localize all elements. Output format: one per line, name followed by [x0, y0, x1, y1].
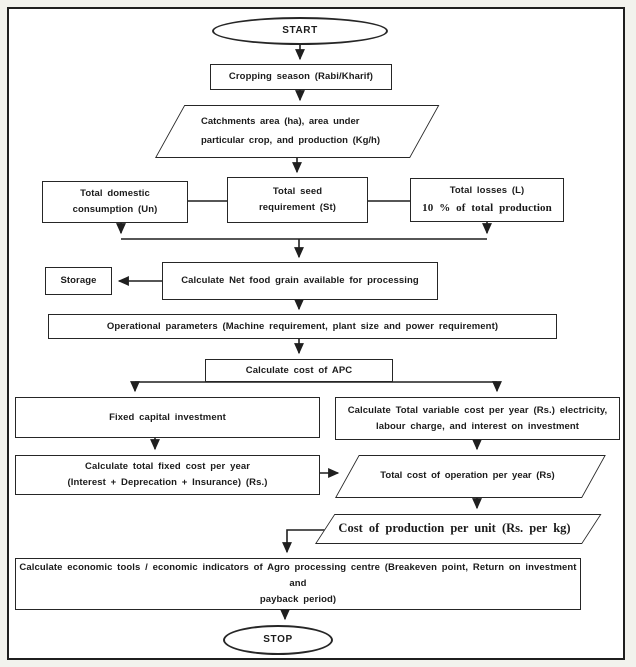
- fixed-cost-line2: (Interest + Deprecation + Insurance) (Rs.): [67, 477, 268, 488]
- start-terminator: [212, 17, 388, 45]
- variable-cost-line2: labour charge, and interest on investment: [375, 420, 580, 432]
- fixed-cost-line1: Calculate total fixed cost per year: [84, 461, 251, 473]
- domestic-line1: Total domestic: [80, 188, 150, 200]
- fixed-capital-box: [15, 397, 320, 438]
- domestic-consumption-box: [42, 181, 188, 223]
- economic-line1: Calculate economic tools / economic indicators of Agro processing centre (Breakeven point, Return on investment and: [19, 562, 577, 590]
- catchments-line1: Catchments area (ha), area under: [201, 116, 360, 128]
- net-food-grain-label: Calculate Net food grain available for processing: [181, 275, 419, 287]
- operation-cost-label: Total cost of operation per year (Rs): [380, 470, 555, 482]
- cropping-season-box: [210, 64, 392, 90]
- operation-cost-labelwrap: [335, 455, 582, 498]
- production-cost-labelwrap: [315, 514, 582, 544]
- catchments-parallelogram: [155, 105, 410, 158]
- apc-cost-label: Calculate cost of APC: [245, 364, 353, 376]
- economic-indicators-box: [15, 558, 581, 610]
- catchments-label: [155, 105, 410, 158]
- seed-requirement-box: [227, 177, 368, 223]
- seed-line1: Total seed: [272, 186, 323, 198]
- fixed-cost-box: [15, 455, 320, 495]
- start-label: START: [282, 24, 318, 36]
- operation-cost-parallelogram: [335, 455, 582, 498]
- apc-cost-box: [205, 359, 393, 382]
- total-losses-box: [410, 178, 564, 222]
- variable-cost-line1: Calculate Total variable cost per year (Rs.) electricity,: [347, 404, 608, 416]
- catchments-line2: particular crop, and production (Kg/h): [201, 134, 380, 146]
- losses-line1: Total losses (L): [449, 185, 525, 197]
- cropping-season-label: Cropping season (Rabi/Kharif): [228, 71, 374, 83]
- losses-line2: 10 % of total production: [422, 201, 552, 214]
- operational-parameters-box: [48, 314, 557, 339]
- variable-cost-box: [335, 397, 620, 440]
- operational-parameters-label: Operational parameters (Machine requirement, plant size and power requirement): [106, 320, 499, 332]
- storage-label: Storage: [60, 275, 97, 287]
- seed-line2: requirement (St): [259, 202, 336, 213]
- economic-line2: payback period): [259, 593, 337, 605]
- storage-box: [45, 267, 112, 295]
- production-cost-label: Cost of production per unit (Rs. per kg): [338, 521, 571, 536]
- stop-terminator: [223, 625, 333, 655]
- fixed-capital-label: Fixed capital investment: [109, 411, 226, 423]
- production-cost-parallelogram: [315, 514, 582, 544]
- net-food-grain-box: [162, 262, 438, 300]
- domestic-line2: consumption (Un): [72, 204, 158, 215]
- stop-label: STOP: [263, 633, 293, 645]
